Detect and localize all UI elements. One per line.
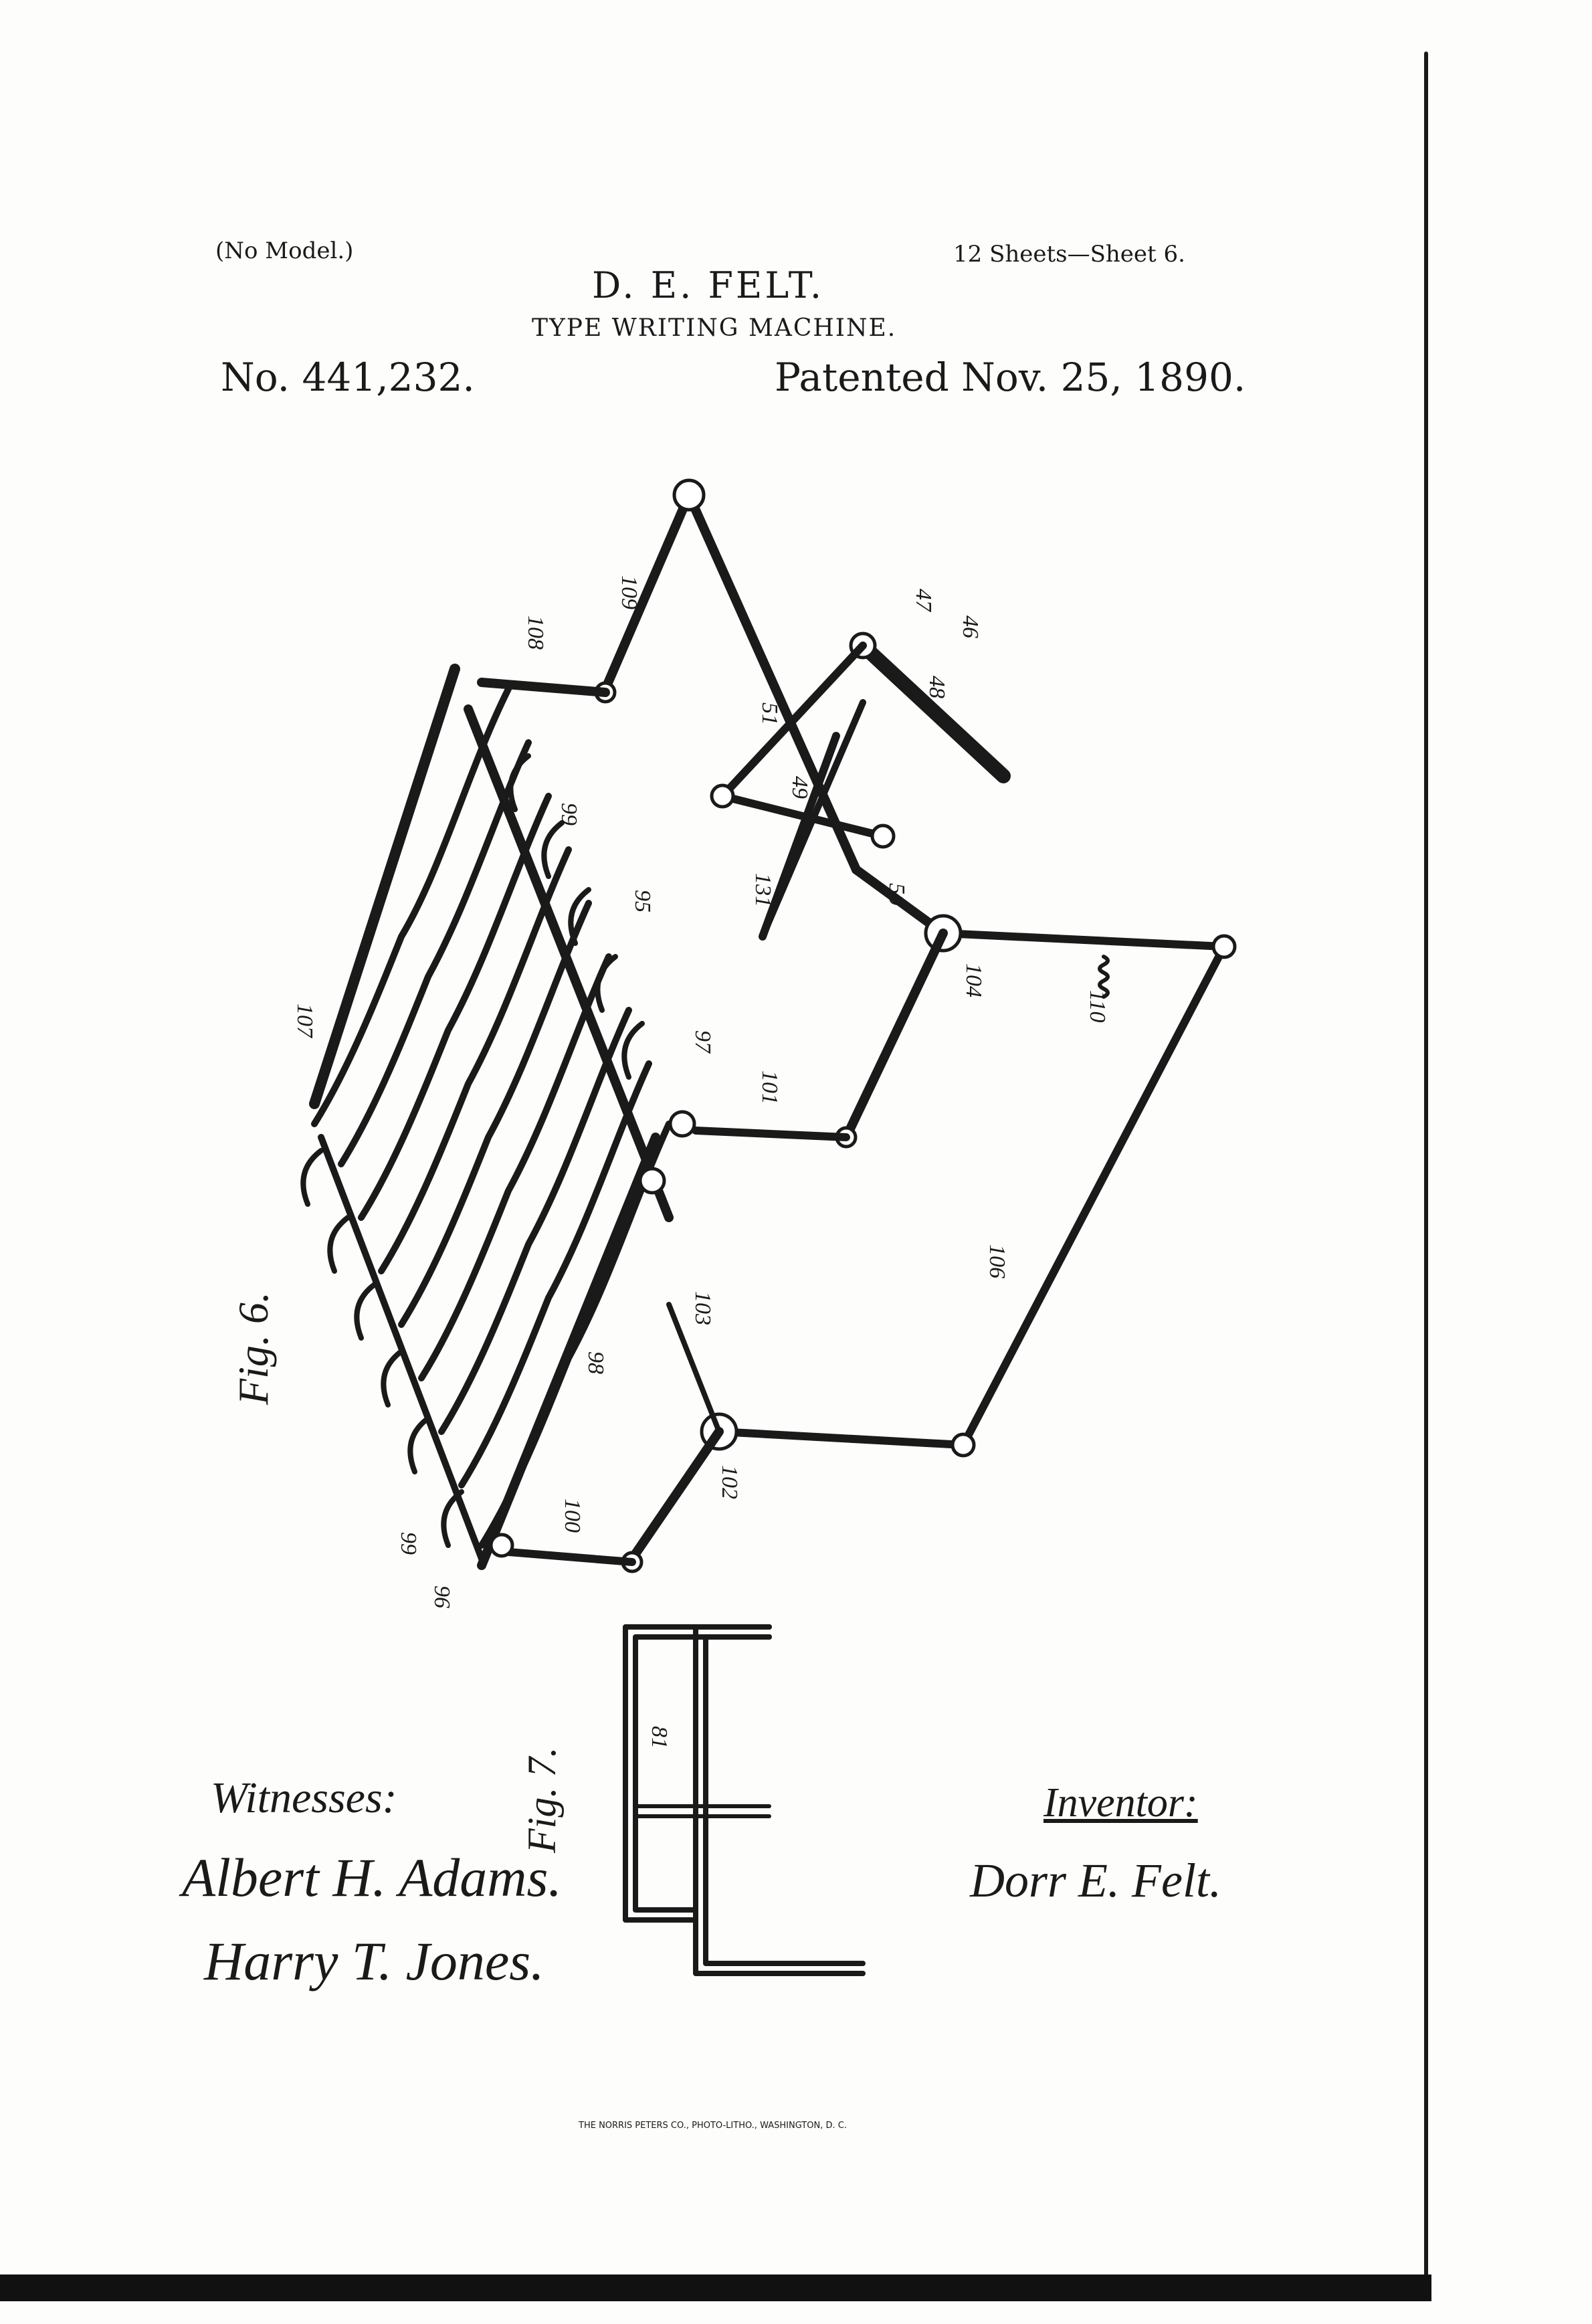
fig6-label: Fig. 6. (229, 1292, 277, 1405)
ref-47: 47 (911, 589, 936, 611)
patent-date: Patented Nov. 25, 1890. (775, 355, 1246, 400)
model-note: (No Model.) (215, 237, 354, 264)
sheet-bottom-band (0, 2274, 1431, 2301)
fig7-label: Fig. 7. (520, 1747, 564, 1853)
ref-109: 109 (617, 575, 641, 609)
witness-signature-2: Harry T. Jones. (204, 1931, 544, 1992)
ref-97: 97 (690, 1030, 715, 1053)
fig7-bracket (625, 1627, 863, 1973)
ref-102: 102 (717, 1465, 742, 1499)
ref-99-bottom: 99 (396, 1532, 421, 1555)
ref-81: 81 (647, 1726, 672, 1749)
inventor-label: Inventor: (1043, 1780, 1198, 1826)
ref-103: 103 (690, 1291, 715, 1325)
ref-96: 96 (429, 1585, 454, 1608)
printer-credit: THE NORRIS PETERS CO., PHOTO-LITHO., WASHINGTON, D. C. (579, 2121, 847, 2131)
patent-title: TYPE WRITING MACHINE. (532, 314, 897, 342)
ref-131: 131 (751, 873, 775, 907)
ref-99-top: 99 (557, 803, 581, 826)
witness-signature-1: Albert H. Adams. (182, 1847, 562, 1908)
fig6-type-bars (303, 669, 694, 1565)
ref-50: 50 (884, 883, 909, 906)
witnesses-label: Witnesses: (211, 1773, 397, 1822)
ref-110: 110 (1085, 990, 1110, 1023)
ref-98: 98 (583, 1351, 608, 1374)
ref-95: 95 (630, 890, 655, 912)
sheet-count: 12 Sheets—Sheet 6. (953, 241, 1185, 268)
ref-108: 108 (523, 615, 548, 650)
ref-101: 101 (757, 1070, 782, 1104)
ref-51: 51 (757, 702, 782, 725)
inventor-signature: Dorr E. Felt. (970, 1854, 1221, 1907)
ref-104: 104 (961, 963, 986, 997)
ref-48: 48 (924, 676, 949, 698)
ref-106: 106 (985, 1244, 1009, 1278)
inventor-name-heading: D. E. FELT. (592, 264, 825, 306)
ref-49: 49 (787, 776, 812, 799)
ref-107: 107 (292, 1003, 317, 1038)
ref-100: 100 (560, 1498, 585, 1533)
ref-46: 46 (958, 615, 983, 638)
patent-number: No. 441,232. (221, 355, 475, 400)
